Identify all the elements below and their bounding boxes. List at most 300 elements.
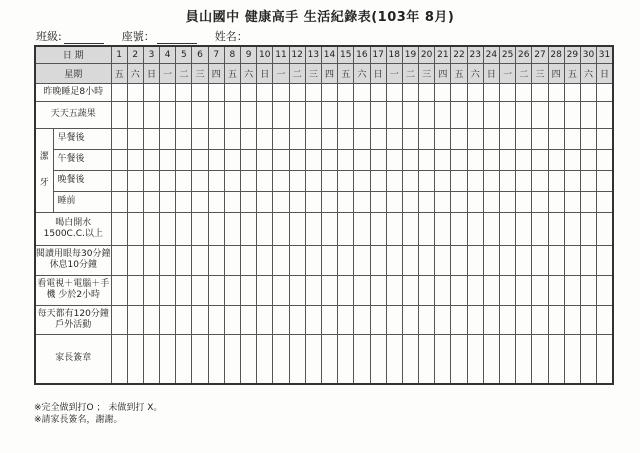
breakfast-day-cell[interactable] bbox=[451, 128, 467, 149]
fruit-day-cell[interactable] bbox=[111, 101, 127, 128]
water-day-cell[interactable] bbox=[370, 212, 386, 245]
screen-day-cell[interactable] bbox=[321, 275, 337, 305]
sleep-day-cell[interactable] bbox=[483, 83, 499, 101]
fruit-day-cell[interactable] bbox=[192, 101, 208, 128]
water-day-cell[interactable] bbox=[451, 212, 467, 245]
screen-day-cell[interactable] bbox=[273, 275, 289, 305]
sleep-day-cell[interactable] bbox=[451, 83, 467, 101]
eyes-day-cell[interactable] bbox=[111, 245, 127, 275]
dinner-day-cell[interactable] bbox=[548, 170, 564, 191]
eyes-day-cell[interactable] bbox=[289, 245, 305, 275]
screen-day-cell[interactable] bbox=[370, 275, 386, 305]
breakfast-day-cell[interactable] bbox=[532, 128, 548, 149]
screen-day-cell[interactable] bbox=[289, 275, 305, 305]
water-day-cell[interactable] bbox=[419, 212, 435, 245]
fruit-day-cell[interactable] bbox=[532, 101, 548, 128]
parent-day-cell[interactable] bbox=[564, 334, 580, 384]
screen-day-cell[interactable] bbox=[127, 275, 143, 305]
dinner-day-cell[interactable] bbox=[435, 170, 451, 191]
eyes-day-cell[interactable] bbox=[257, 245, 273, 275]
dinner-day-cell[interactable] bbox=[160, 170, 176, 191]
sleep-day-cell[interactable] bbox=[516, 83, 532, 101]
outdoor-day-cell[interactable] bbox=[402, 305, 418, 334]
lunch-day-cell[interactable] bbox=[143, 149, 159, 170]
breakfast-day-cell[interactable] bbox=[160, 128, 176, 149]
outdoor-day-cell[interactable] bbox=[176, 305, 192, 334]
sleep-day-cell[interactable] bbox=[127, 83, 143, 101]
dinner-day-cell[interactable] bbox=[419, 170, 435, 191]
eyes-day-cell[interactable] bbox=[467, 245, 483, 275]
water-day-cell[interactable] bbox=[257, 212, 273, 245]
screen-day-cell[interactable] bbox=[143, 275, 159, 305]
water-day-cell[interactable] bbox=[143, 212, 159, 245]
outdoor-day-cell[interactable] bbox=[597, 305, 613, 334]
screen-day-cell[interactable] bbox=[241, 275, 257, 305]
dinner-day-cell[interactable] bbox=[564, 170, 580, 191]
eyes-day-cell[interactable] bbox=[580, 245, 596, 275]
outdoor-day-cell[interactable] bbox=[467, 305, 483, 334]
breakfast-day-cell[interactable] bbox=[321, 128, 337, 149]
fruit-day-cell[interactable] bbox=[467, 101, 483, 128]
dinner-day-cell[interactable] bbox=[273, 170, 289, 191]
parent-day-cell[interactable] bbox=[386, 334, 402, 384]
parent-day-cell[interactable] bbox=[580, 334, 596, 384]
breakfast-day-cell[interactable] bbox=[402, 128, 418, 149]
parent-day-cell[interactable] bbox=[354, 334, 370, 384]
bedtime-day-cell[interactable] bbox=[224, 191, 240, 212]
bedtime-day-cell[interactable] bbox=[241, 191, 257, 212]
lunch-day-cell[interactable] bbox=[532, 149, 548, 170]
breakfast-day-cell[interactable] bbox=[435, 128, 451, 149]
lunch-day-cell[interactable] bbox=[564, 149, 580, 170]
lunch-day-cell[interactable] bbox=[289, 149, 305, 170]
fruit-day-cell[interactable] bbox=[143, 101, 159, 128]
breakfast-day-cell[interactable] bbox=[419, 128, 435, 149]
dinner-day-cell[interactable] bbox=[500, 170, 516, 191]
water-day-cell[interactable] bbox=[386, 212, 402, 245]
sleep-day-cell[interactable] bbox=[435, 83, 451, 101]
dinner-day-cell[interactable] bbox=[111, 170, 127, 191]
bedtime-day-cell[interactable] bbox=[548, 191, 564, 212]
eyes-day-cell[interactable] bbox=[483, 245, 499, 275]
eyes-day-cell[interactable] bbox=[516, 245, 532, 275]
bedtime-day-cell[interactable] bbox=[483, 191, 499, 212]
lunch-day-cell[interactable] bbox=[548, 149, 564, 170]
dinner-day-cell[interactable] bbox=[370, 170, 386, 191]
screen-day-cell[interactable] bbox=[402, 275, 418, 305]
parent-day-cell[interactable] bbox=[305, 334, 321, 384]
dinner-day-cell[interactable] bbox=[516, 170, 532, 191]
eyes-day-cell[interactable] bbox=[192, 245, 208, 275]
fruit-day-cell[interactable] bbox=[516, 101, 532, 128]
outdoor-day-cell[interactable] bbox=[241, 305, 257, 334]
class-blank[interactable] bbox=[64, 32, 104, 44]
screen-day-cell[interactable] bbox=[386, 275, 402, 305]
breakfast-day-cell[interactable] bbox=[257, 128, 273, 149]
fruit-day-cell[interactable] bbox=[160, 101, 176, 128]
eyes-day-cell[interactable] bbox=[321, 245, 337, 275]
bedtime-day-cell[interactable] bbox=[354, 191, 370, 212]
lunch-day-cell[interactable] bbox=[338, 149, 354, 170]
parent-day-cell[interactable] bbox=[597, 334, 613, 384]
dinner-day-cell[interactable] bbox=[402, 170, 418, 191]
outdoor-day-cell[interactable] bbox=[224, 305, 240, 334]
water-day-cell[interactable] bbox=[321, 212, 337, 245]
fruit-day-cell[interactable] bbox=[289, 101, 305, 128]
outdoor-day-cell[interactable] bbox=[483, 305, 499, 334]
water-day-cell[interactable] bbox=[224, 212, 240, 245]
sleep-day-cell[interactable] bbox=[500, 83, 516, 101]
water-day-cell[interactable] bbox=[127, 212, 143, 245]
breakfast-day-cell[interactable] bbox=[467, 128, 483, 149]
fruit-day-cell[interactable] bbox=[321, 101, 337, 128]
breakfast-day-cell[interactable] bbox=[548, 128, 564, 149]
lunch-day-cell[interactable] bbox=[370, 149, 386, 170]
screen-day-cell[interactable] bbox=[224, 275, 240, 305]
lunch-day-cell[interactable] bbox=[273, 149, 289, 170]
lunch-day-cell[interactable] bbox=[402, 149, 418, 170]
lunch-day-cell[interactable] bbox=[419, 149, 435, 170]
bedtime-day-cell[interactable] bbox=[419, 191, 435, 212]
bedtime-day-cell[interactable] bbox=[321, 191, 337, 212]
outdoor-day-cell[interactable] bbox=[321, 305, 337, 334]
sleep-day-cell[interactable] bbox=[143, 83, 159, 101]
bedtime-day-cell[interactable] bbox=[176, 191, 192, 212]
water-day-cell[interactable] bbox=[160, 212, 176, 245]
water-day-cell[interactable] bbox=[548, 212, 564, 245]
parent-day-cell[interactable] bbox=[289, 334, 305, 384]
eyes-day-cell[interactable] bbox=[548, 245, 564, 275]
outdoor-day-cell[interactable] bbox=[580, 305, 596, 334]
parent-day-cell[interactable] bbox=[192, 334, 208, 384]
lunch-day-cell[interactable] bbox=[321, 149, 337, 170]
lunch-day-cell[interactable] bbox=[354, 149, 370, 170]
fruit-day-cell[interactable] bbox=[564, 101, 580, 128]
sleep-day-cell[interactable] bbox=[160, 83, 176, 101]
sleep-day-cell[interactable] bbox=[467, 83, 483, 101]
dinner-day-cell[interactable] bbox=[127, 170, 143, 191]
fruit-day-cell[interactable] bbox=[208, 101, 224, 128]
lunch-day-cell[interactable] bbox=[111, 149, 127, 170]
screen-day-cell[interactable] bbox=[111, 275, 127, 305]
water-day-cell[interactable] bbox=[483, 212, 499, 245]
bedtime-day-cell[interactable] bbox=[516, 191, 532, 212]
sleep-day-cell[interactable] bbox=[532, 83, 548, 101]
sleep-day-cell[interactable] bbox=[208, 83, 224, 101]
bedtime-day-cell[interactable] bbox=[143, 191, 159, 212]
dinner-day-cell[interactable] bbox=[354, 170, 370, 191]
dinner-day-cell[interactable] bbox=[305, 170, 321, 191]
eyes-day-cell[interactable] bbox=[451, 245, 467, 275]
breakfast-day-cell[interactable] bbox=[111, 128, 127, 149]
screen-day-cell[interactable] bbox=[208, 275, 224, 305]
eyes-day-cell[interactable] bbox=[500, 245, 516, 275]
water-day-cell[interactable] bbox=[467, 212, 483, 245]
screen-day-cell[interactable] bbox=[532, 275, 548, 305]
sleep-day-cell[interactable] bbox=[111, 83, 127, 101]
parent-day-cell[interactable] bbox=[548, 334, 564, 384]
eyes-day-cell[interactable] bbox=[370, 245, 386, 275]
outdoor-day-cell[interactable] bbox=[208, 305, 224, 334]
lunch-day-cell[interactable] bbox=[500, 149, 516, 170]
screen-day-cell[interactable] bbox=[451, 275, 467, 305]
lunch-day-cell[interactable] bbox=[127, 149, 143, 170]
outdoor-day-cell[interactable] bbox=[354, 305, 370, 334]
lunch-day-cell[interactable] bbox=[386, 149, 402, 170]
eyes-day-cell[interactable] bbox=[305, 245, 321, 275]
eyes-day-cell[interactable] bbox=[564, 245, 580, 275]
lunch-day-cell[interactable] bbox=[160, 149, 176, 170]
screen-day-cell[interactable] bbox=[467, 275, 483, 305]
sleep-day-cell[interactable] bbox=[273, 83, 289, 101]
screen-day-cell[interactable] bbox=[176, 275, 192, 305]
bedtime-day-cell[interactable] bbox=[257, 191, 273, 212]
class-field[interactable] bbox=[36, 28, 104, 44]
parent-day-cell[interactable] bbox=[127, 334, 143, 384]
fruit-day-cell[interactable] bbox=[354, 101, 370, 128]
water-day-cell[interactable] bbox=[564, 212, 580, 245]
bedtime-day-cell[interactable] bbox=[402, 191, 418, 212]
fruit-day-cell[interactable] bbox=[386, 101, 402, 128]
parent-day-cell[interactable] bbox=[160, 334, 176, 384]
breakfast-day-cell[interactable] bbox=[483, 128, 499, 149]
parent-day-cell[interactable] bbox=[435, 334, 451, 384]
bedtime-day-cell[interactable] bbox=[208, 191, 224, 212]
fruit-day-cell[interactable] bbox=[597, 101, 613, 128]
breakfast-day-cell[interactable] bbox=[305, 128, 321, 149]
seat-field[interactable] bbox=[122, 28, 197, 44]
breakfast-day-cell[interactable] bbox=[516, 128, 532, 149]
fruit-day-cell[interactable] bbox=[580, 101, 596, 128]
dinner-day-cell[interactable] bbox=[386, 170, 402, 191]
dinner-day-cell[interactable] bbox=[532, 170, 548, 191]
parent-day-cell[interactable] bbox=[500, 334, 516, 384]
sleep-day-cell[interactable] bbox=[289, 83, 305, 101]
outdoor-day-cell[interactable] bbox=[257, 305, 273, 334]
breakfast-day-cell[interactable] bbox=[354, 128, 370, 149]
sleep-day-cell[interactable] bbox=[321, 83, 337, 101]
eyes-day-cell[interactable] bbox=[419, 245, 435, 275]
fruit-day-cell[interactable] bbox=[500, 101, 516, 128]
water-day-cell[interactable] bbox=[176, 212, 192, 245]
dinner-day-cell[interactable] bbox=[289, 170, 305, 191]
bedtime-day-cell[interactable] bbox=[386, 191, 402, 212]
breakfast-day-cell[interactable] bbox=[338, 128, 354, 149]
fruit-day-cell[interactable] bbox=[419, 101, 435, 128]
eyes-day-cell[interactable] bbox=[386, 245, 402, 275]
water-day-cell[interactable] bbox=[208, 212, 224, 245]
fruit-day-cell[interactable] bbox=[435, 101, 451, 128]
outdoor-day-cell[interactable] bbox=[435, 305, 451, 334]
bedtime-day-cell[interactable] bbox=[305, 191, 321, 212]
water-day-cell[interactable] bbox=[289, 212, 305, 245]
bedtime-day-cell[interactable] bbox=[467, 191, 483, 212]
fruit-day-cell[interactable] bbox=[257, 101, 273, 128]
sleep-day-cell[interactable] bbox=[176, 83, 192, 101]
bedtime-day-cell[interactable] bbox=[500, 191, 516, 212]
parent-day-cell[interactable] bbox=[451, 334, 467, 384]
fruit-day-cell[interactable] bbox=[370, 101, 386, 128]
sleep-day-cell[interactable] bbox=[402, 83, 418, 101]
parent-day-cell[interactable] bbox=[532, 334, 548, 384]
breakfast-day-cell[interactable] bbox=[370, 128, 386, 149]
dinner-day-cell[interactable] bbox=[241, 170, 257, 191]
bedtime-day-cell[interactable] bbox=[532, 191, 548, 212]
breakfast-day-cell[interactable] bbox=[289, 128, 305, 149]
bedtime-day-cell[interactable] bbox=[289, 191, 305, 212]
eyes-day-cell[interactable] bbox=[338, 245, 354, 275]
water-day-cell[interactable] bbox=[273, 212, 289, 245]
sleep-day-cell[interactable] bbox=[241, 83, 257, 101]
dinner-day-cell[interactable] bbox=[257, 170, 273, 191]
water-day-cell[interactable] bbox=[305, 212, 321, 245]
outdoor-day-cell[interactable] bbox=[273, 305, 289, 334]
eyes-day-cell[interactable] bbox=[354, 245, 370, 275]
dinner-day-cell[interactable] bbox=[467, 170, 483, 191]
sleep-day-cell[interactable] bbox=[354, 83, 370, 101]
breakfast-day-cell[interactable] bbox=[500, 128, 516, 149]
lunch-day-cell[interactable] bbox=[483, 149, 499, 170]
lunch-day-cell[interactable] bbox=[597, 149, 613, 170]
lunch-day-cell[interactable] bbox=[257, 149, 273, 170]
fruit-day-cell[interactable] bbox=[273, 101, 289, 128]
eyes-day-cell[interactable] bbox=[435, 245, 451, 275]
bedtime-day-cell[interactable] bbox=[160, 191, 176, 212]
fruit-day-cell[interactable] bbox=[483, 101, 499, 128]
breakfast-day-cell[interactable] bbox=[386, 128, 402, 149]
lunch-day-cell[interactable] bbox=[192, 149, 208, 170]
breakfast-day-cell[interactable] bbox=[127, 128, 143, 149]
parent-day-cell[interactable] bbox=[143, 334, 159, 384]
screen-day-cell[interactable] bbox=[192, 275, 208, 305]
parent-day-cell[interactable] bbox=[111, 334, 127, 384]
fruit-day-cell[interactable] bbox=[176, 101, 192, 128]
screen-day-cell[interactable] bbox=[548, 275, 564, 305]
lunch-day-cell[interactable] bbox=[467, 149, 483, 170]
screen-day-cell[interactable] bbox=[597, 275, 613, 305]
fruit-day-cell[interactable] bbox=[402, 101, 418, 128]
fruit-day-cell[interactable] bbox=[451, 101, 467, 128]
fruit-day-cell[interactable] bbox=[224, 101, 240, 128]
lunch-day-cell[interactable] bbox=[580, 149, 596, 170]
screen-day-cell[interactable] bbox=[580, 275, 596, 305]
parent-day-cell[interactable] bbox=[370, 334, 386, 384]
outdoor-day-cell[interactable] bbox=[143, 305, 159, 334]
bedtime-day-cell[interactable] bbox=[273, 191, 289, 212]
dinner-day-cell[interactable] bbox=[597, 170, 613, 191]
bedtime-day-cell[interactable] bbox=[370, 191, 386, 212]
fruit-day-cell[interactable] bbox=[548, 101, 564, 128]
eyes-day-cell[interactable] bbox=[224, 245, 240, 275]
screen-day-cell[interactable] bbox=[338, 275, 354, 305]
fruit-day-cell[interactable] bbox=[338, 101, 354, 128]
parent-day-cell[interactable] bbox=[467, 334, 483, 384]
dinner-day-cell[interactable] bbox=[143, 170, 159, 191]
parent-day-cell[interactable] bbox=[224, 334, 240, 384]
breakfast-day-cell[interactable] bbox=[564, 128, 580, 149]
eyes-day-cell[interactable] bbox=[127, 245, 143, 275]
lunch-day-cell[interactable] bbox=[305, 149, 321, 170]
sleep-day-cell[interactable] bbox=[257, 83, 273, 101]
breakfast-day-cell[interactable] bbox=[580, 128, 596, 149]
bedtime-day-cell[interactable] bbox=[580, 191, 596, 212]
outdoor-day-cell[interactable] bbox=[370, 305, 386, 334]
eyes-day-cell[interactable] bbox=[160, 245, 176, 275]
parent-day-cell[interactable] bbox=[516, 334, 532, 384]
lunch-day-cell[interactable] bbox=[241, 149, 257, 170]
lunch-day-cell[interactable] bbox=[435, 149, 451, 170]
breakfast-day-cell[interactable] bbox=[597, 128, 613, 149]
name-field[interactable] bbox=[215, 28, 248, 44]
outdoor-day-cell[interactable] bbox=[192, 305, 208, 334]
outdoor-day-cell[interactable] bbox=[111, 305, 127, 334]
lunch-day-cell[interactable] bbox=[176, 149, 192, 170]
fruit-day-cell[interactable] bbox=[305, 101, 321, 128]
sleep-day-cell[interactable] bbox=[224, 83, 240, 101]
bedtime-day-cell[interactable] bbox=[564, 191, 580, 212]
parent-day-cell[interactable] bbox=[419, 334, 435, 384]
sleep-day-cell[interactable] bbox=[548, 83, 564, 101]
eyes-day-cell[interactable] bbox=[241, 245, 257, 275]
fruit-day-cell[interactable] bbox=[127, 101, 143, 128]
outdoor-day-cell[interactable] bbox=[516, 305, 532, 334]
screen-day-cell[interactable] bbox=[257, 275, 273, 305]
eyes-day-cell[interactable] bbox=[143, 245, 159, 275]
eyes-day-cell[interactable] bbox=[597, 245, 613, 275]
parent-day-cell[interactable] bbox=[241, 334, 257, 384]
screen-day-cell[interactable] bbox=[160, 275, 176, 305]
screen-day-cell[interactable] bbox=[516, 275, 532, 305]
dinner-day-cell[interactable] bbox=[580, 170, 596, 191]
seat-blank[interactable] bbox=[157, 32, 197, 44]
breakfast-day-cell[interactable] bbox=[143, 128, 159, 149]
screen-day-cell[interactable] bbox=[305, 275, 321, 305]
parent-day-cell[interactable] bbox=[208, 334, 224, 384]
outdoor-day-cell[interactable] bbox=[419, 305, 435, 334]
screen-day-cell[interactable] bbox=[354, 275, 370, 305]
parent-day-cell[interactable] bbox=[273, 334, 289, 384]
parent-day-cell[interactable] bbox=[257, 334, 273, 384]
dinner-day-cell[interactable] bbox=[208, 170, 224, 191]
lunch-day-cell[interactable] bbox=[451, 149, 467, 170]
sleep-day-cell[interactable] bbox=[597, 83, 613, 101]
sleep-day-cell[interactable] bbox=[192, 83, 208, 101]
sleep-day-cell[interactable] bbox=[370, 83, 386, 101]
bedtime-day-cell[interactable] bbox=[435, 191, 451, 212]
dinner-day-cell[interactable] bbox=[451, 170, 467, 191]
water-day-cell[interactable] bbox=[516, 212, 532, 245]
outdoor-day-cell[interactable] bbox=[500, 305, 516, 334]
water-day-cell[interactable] bbox=[354, 212, 370, 245]
dinner-day-cell[interactable] bbox=[321, 170, 337, 191]
dinner-day-cell[interactable] bbox=[192, 170, 208, 191]
water-day-cell[interactable] bbox=[111, 212, 127, 245]
parent-day-cell[interactable] bbox=[176, 334, 192, 384]
water-day-cell[interactable] bbox=[338, 212, 354, 245]
water-day-cell[interactable] bbox=[500, 212, 516, 245]
eyes-day-cell[interactable] bbox=[176, 245, 192, 275]
outdoor-day-cell[interactable] bbox=[127, 305, 143, 334]
screen-day-cell[interactable] bbox=[483, 275, 499, 305]
dinner-day-cell[interactable] bbox=[224, 170, 240, 191]
screen-day-cell[interactable] bbox=[435, 275, 451, 305]
outdoor-day-cell[interactable] bbox=[160, 305, 176, 334]
breakfast-day-cell[interactable] bbox=[224, 128, 240, 149]
bedtime-day-cell[interactable] bbox=[451, 191, 467, 212]
water-day-cell[interactable] bbox=[532, 212, 548, 245]
bedtime-day-cell[interactable] bbox=[338, 191, 354, 212]
parent-day-cell[interactable] bbox=[338, 334, 354, 384]
